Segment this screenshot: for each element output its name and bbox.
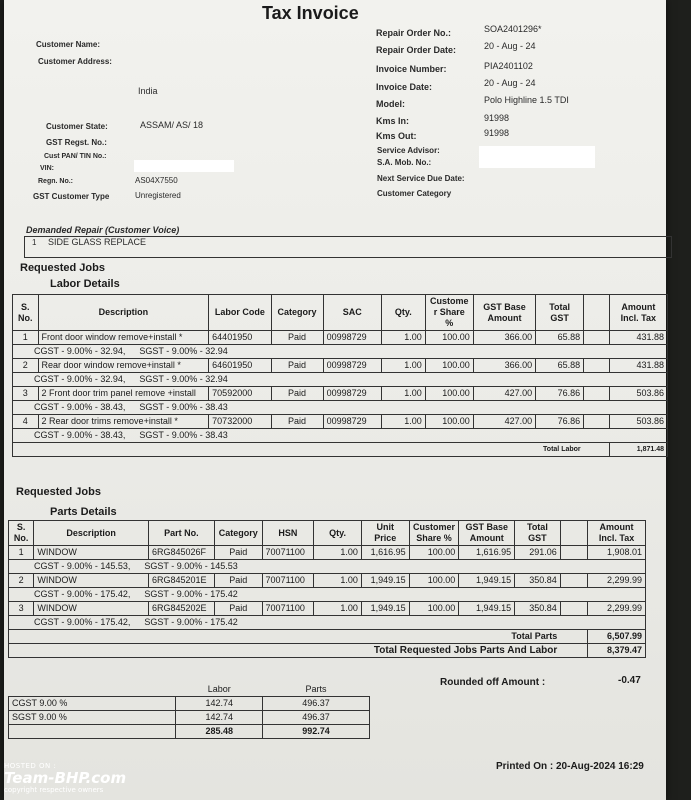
- gst-regst-label: GST Regst. No.:: [46, 138, 107, 147]
- tax-breakup-row: [13, 401, 668, 415]
- row-hsn: 70071100: [262, 546, 314, 560]
- col-amount: Amount Incl. Tax: [588, 521, 646, 546]
- row-qty: 1.00: [381, 387, 425, 401]
- row-sac: 00998729: [323, 387, 381, 401]
- row-amount: 431.88: [609, 331, 667, 345]
- total-parts-value: 6,507.99: [588, 630, 646, 644]
- col-sno: S. No.: [13, 295, 39, 331]
- row-gst: 76.86: [536, 387, 584, 401]
- row-tax-filler: [381, 401, 667, 415]
- tax-breakup-row: [13, 429, 668, 443]
- row-sgst: SGST - 9.00% - 32.94: [139, 374, 228, 384]
- labor-details-title: Labor Details: [50, 278, 120, 290]
- row-base: 366.00: [473, 331, 535, 345]
- col-gst: Total GST: [536, 295, 584, 331]
- row-share: 100.00: [409, 546, 459, 560]
- gst-type-label: GST Customer Type: [33, 192, 110, 201]
- row-sgst: SGST - 9.00% - 175.42: [144, 617, 238, 627]
- row-sgst: SGST - 9.00% - 38.43: [139, 402, 228, 412]
- row-amount: 1,908.01: [588, 546, 646, 560]
- row-cgst: CGST - 9.00% - 175.42,: [34, 617, 131, 627]
- tax-row-labor: 142.74: [176, 697, 263, 711]
- row-unit-price: 1,616.95: [361, 546, 409, 560]
- col-qty: Qty.: [314, 521, 362, 546]
- regn-label: Regn. No.:: [38, 178, 73, 185]
- demanded-num: 1: [32, 238, 37, 247]
- grand-total-value: 8,379.47: [588, 644, 646, 658]
- row-labor-code: 64601950: [209, 359, 271, 373]
- table-row: [13, 415, 668, 429]
- row-category: Paid: [214, 546, 262, 560]
- customer-state-label: Customer State:: [46, 122, 108, 131]
- row-sac: 00998729: [323, 331, 381, 345]
- row-part-no: 6RG845202E: [148, 602, 214, 616]
- row-category: Paid: [214, 574, 262, 588]
- tax-breakup-row: [9, 616, 646, 630]
- parts-table: [8, 520, 646, 658]
- row-amount: 2,299.99: [588, 602, 646, 616]
- model-value: Polo Highline 1.5 TDI: [484, 95, 569, 105]
- row-tax-filler: [361, 588, 645, 602]
- row-hsn: 70071100: [262, 574, 314, 588]
- row-sno: 1: [13, 331, 39, 345]
- row-tax-breakup: [9, 616, 362, 630]
- next-service-label: Next Service Due Date:: [377, 174, 465, 183]
- row-gst: 350.84: [515, 574, 561, 588]
- tax-breakup-row: [13, 373, 668, 387]
- col-part-no: Part No.: [148, 521, 214, 546]
- row-description: WINDOW: [34, 602, 149, 616]
- row-blank: [584, 387, 610, 401]
- row-tax-filler: [361, 616, 645, 630]
- row-qty: 1.00: [314, 602, 362, 616]
- row-amount: 431.88: [609, 359, 667, 373]
- invoice-date-value: 20 - Aug - 24: [484, 78, 536, 88]
- rounded-off-value: -0.47: [618, 675, 641, 686]
- row-share: 100.00: [409, 602, 459, 616]
- row-description: 2 Front door trim panel remove +install: [38, 387, 209, 401]
- row-share: 100.00: [425, 331, 473, 345]
- row-amount: 503.86: [609, 415, 667, 429]
- row-share: 100.00: [409, 574, 459, 588]
- row-labor-code: 70732000: [209, 415, 271, 429]
- row-sno: 4: [13, 415, 39, 429]
- row-sgst: SGST - 9.00% - 38.43: [139, 430, 228, 440]
- row-gst: 291.06: [515, 546, 561, 560]
- printed-on: Printed On : 20-Aug-2024 16:29: [496, 761, 644, 772]
- row-sno: 3: [13, 387, 39, 401]
- cust-pan-label: Cust PAN/ TIN No.:: [44, 153, 107, 160]
- sa-mob-label: S.A. Mob. No.:: [377, 158, 432, 167]
- requested-jobs-parts-title: Requested Jobs: [16, 486, 101, 498]
- service-advisor-label: Service Advisor:: [377, 146, 440, 155]
- tax-row-name: SGST 9.00 %: [9, 711, 176, 725]
- tax-summary-table: [8, 683, 370, 739]
- invoice-number-label: Invoice Number:: [376, 64, 447, 74]
- row-category: Paid: [271, 331, 323, 345]
- tax-total-parts: 992.74: [263, 725, 370, 739]
- tax-total-labor: 285.48: [176, 725, 263, 739]
- gst-type-value: Unregistered: [135, 191, 181, 200]
- row-sac: 00998729: [323, 359, 381, 373]
- copyright-text: copyright respective owners: [4, 786, 104, 794]
- col-description: Description: [34, 521, 149, 546]
- table-row: [13, 387, 668, 401]
- row-blank: [584, 415, 610, 429]
- invoice-date-label: Invoice Date:: [376, 82, 433, 92]
- row-qty: 1.00: [381, 331, 425, 345]
- kms-in-value: 91998: [484, 113, 510, 123]
- row-sno: 3: [9, 602, 34, 616]
- row-cgst: CGST - 9.00% - 32.94,: [34, 374, 126, 384]
- col-description: Description: [38, 295, 209, 331]
- col-qty: Qty.: [381, 295, 425, 331]
- redacted-vin: [134, 160, 234, 172]
- row-blank: [560, 574, 587, 588]
- model-label: Model:: [376, 99, 405, 109]
- row-gst: 350.84: [515, 602, 561, 616]
- customer-country: India: [138, 86, 158, 96]
- col-blank: [584, 295, 610, 331]
- tax-col-parts: Parts: [305, 684, 327, 694]
- regn-value: AS04X7550: [135, 176, 178, 185]
- total-labor-value: 1,871.48: [609, 443, 667, 457]
- col-category: Category: [214, 521, 262, 546]
- row-hsn: 70071100: [262, 602, 314, 616]
- row-share: 100.00: [425, 415, 473, 429]
- row-cgst: CGST - 9.00% - 175.42,: [34, 589, 131, 599]
- table-row: [9, 546, 646, 560]
- table-row: [9, 602, 646, 616]
- row-category: Paid: [271, 415, 323, 429]
- demanded-text: SIDE GLASS REPLACE: [48, 237, 147, 247]
- row-description: WINDOW: [34, 546, 149, 560]
- labor-table: [12, 294, 668, 457]
- col-amount: Amount Incl. Tax: [609, 295, 667, 331]
- row-tax-breakup: [13, 401, 382, 415]
- row-category: Paid: [214, 602, 262, 616]
- row-unit-price: 1,949.15: [361, 602, 409, 616]
- row-part-no: 6RG845026F: [148, 546, 214, 560]
- tax-row-parts: 496.37: [263, 697, 370, 711]
- row-cgst: CGST - 9.00% - 38.43,: [34, 430, 126, 440]
- parts-details-title: Parts Details: [50, 506, 117, 518]
- invoice-number-value: PIA2401102: [484, 61, 533, 71]
- row-qty: 1.00: [381, 359, 425, 373]
- row-amount: 503.86: [609, 387, 667, 401]
- row-sno: 1: [9, 546, 34, 560]
- table-row: [9, 574, 646, 588]
- row-share: 100.00: [425, 359, 473, 373]
- ro-value: SOA2401296*: [484, 24, 542, 34]
- row-blank: [560, 602, 587, 616]
- row-base: 1,949.15: [459, 574, 515, 588]
- col-share: Custome r Share %: [425, 295, 473, 331]
- tax-breakup-row: [9, 588, 646, 602]
- invoice-title: Tax Invoice: [262, 3, 359, 23]
- row-tax-breakup: [9, 560, 362, 574]
- tax-row-labor: 142.74: [176, 711, 263, 725]
- customer-category-label: Customer Category: [377, 189, 452, 198]
- row-description: WINDOW: [34, 574, 149, 588]
- redacted-advisor: [479, 146, 595, 168]
- row-share: 100.00: [425, 387, 473, 401]
- row-description: 2 Rear door trims remove+install *: [38, 415, 209, 429]
- col-gst: Total GST: [515, 521, 561, 546]
- row-base: 366.00: [473, 359, 535, 373]
- demanded-repair-title: Demanded Repair (Customer Voice): [26, 225, 180, 235]
- row-qty: 1.00: [314, 574, 362, 588]
- row-cgst: CGST - 9.00% - 145.53,: [34, 561, 131, 571]
- row-sno: 2: [13, 359, 39, 373]
- row-sac: 00998729: [323, 415, 381, 429]
- row-tax-filler: [361, 560, 645, 574]
- kms-in-label: Kms In:: [376, 116, 410, 126]
- col-category: Category: [271, 295, 323, 331]
- row-blank: [560, 546, 587, 560]
- row-gst: 76.86: [536, 415, 584, 429]
- requested-jobs-labor-title: Requested Jobs: [20, 262, 105, 274]
- grand-total-label: Total Requested Jobs Parts And Labor: [9, 644, 561, 658]
- customer-state: ASSAM/ AS/ 18: [140, 120, 204, 130]
- row-tax-filler: [381, 373, 667, 387]
- row-category: Paid: [271, 359, 323, 373]
- row-base: 1,616.95: [459, 546, 515, 560]
- row-cgst: CGST - 9.00% - 32.94,: [34, 346, 126, 356]
- ro-date-label: Repair Order Date:: [376, 45, 457, 55]
- row-base: 1,949.15: [459, 602, 515, 616]
- team-bhp-watermark: [4, 762, 126, 794]
- row-labor-code: 64401950: [209, 331, 271, 345]
- tax-row-parts: 496.37: [263, 711, 370, 725]
- row-sgst: SGST - 9.00% - 32.94: [139, 346, 228, 356]
- col-sac: SAC: [323, 295, 381, 331]
- row-tax-breakup: [13, 429, 382, 443]
- row-blank: [584, 359, 610, 373]
- table-row: [13, 331, 668, 345]
- row-tax-breakup: [13, 345, 382, 359]
- row-base: 427.00: [473, 387, 535, 401]
- col-hsn: HSN: [262, 521, 314, 546]
- row-blank: [584, 331, 610, 345]
- tax-breakup-row: [9, 560, 646, 574]
- row-labor-code: 70592000: [209, 387, 271, 401]
- row-amount: 2,299.99: [588, 574, 646, 588]
- row-description: Rear door window remove+install *: [38, 359, 209, 373]
- col-blank: [560, 521, 587, 546]
- row-gst: 65.88: [536, 359, 584, 373]
- tax-col-labor: Labor: [207, 684, 231, 694]
- total-parts-label: Total Parts: [9, 630, 561, 644]
- ro-label: Repair Order No.:: [376, 28, 452, 38]
- row-sgst: SGST - 9.00% - 145.53: [144, 561, 238, 571]
- col-unit-price: Unit Price: [361, 521, 409, 546]
- row-part-no: 6RG845201E: [148, 574, 214, 588]
- col-sno: S. No.: [9, 521, 34, 546]
- row-tax-filler: [381, 429, 667, 443]
- row-tax-breakup: [9, 588, 362, 602]
- row-cgst: CGST - 9.00% - 38.43,: [34, 402, 126, 412]
- row-tax-breakup: [13, 373, 382, 387]
- customer-name-label: Customer Name:: [36, 40, 101, 49]
- vin-label: VIN:: [40, 165, 54, 172]
- row-sgst: SGST - 9.00% - 175.42: [144, 589, 238, 599]
- row-qty: 1.00: [381, 415, 425, 429]
- kms-out-value: 91998: [484, 128, 510, 138]
- ro-date-value: 20 - Aug - 24: [484, 41, 536, 51]
- tax-row-name: CGST 9.00 %: [9, 697, 176, 711]
- row-unit-price: 1,949.15: [361, 574, 409, 588]
- hosted-on-label: HOSTED ON :: [4, 762, 57, 770]
- row-sno: 2: [9, 574, 34, 588]
- rounded-off-label: Rounded off Amount :: [440, 677, 546, 688]
- invoice-paper: [4, 0, 666, 800]
- row-gst: 65.88: [536, 331, 584, 345]
- col-labor-code: Labor Code: [209, 295, 271, 331]
- customer-address-label: Customer Address:: [38, 57, 112, 66]
- table-row: [13, 359, 668, 373]
- row-qty: 1.00: [314, 546, 362, 560]
- col-base: GST Base Amount: [459, 521, 515, 546]
- kms-out-label: Kms Out:: [376, 131, 417, 141]
- row-base: 427.00: [473, 415, 535, 429]
- col-base: GST Base Amount: [473, 295, 535, 331]
- total-labor-label: Total Labor: [13, 443, 584, 457]
- row-tax-filler: [381, 345, 667, 359]
- col-share: Customer Share %: [409, 521, 459, 546]
- row-description: Front door window remove+install *: [38, 331, 209, 345]
- site-name: Team-BHP.com: [4, 769, 127, 787]
- tax-breakup-row: [13, 345, 668, 359]
- row-category: Paid: [271, 387, 323, 401]
